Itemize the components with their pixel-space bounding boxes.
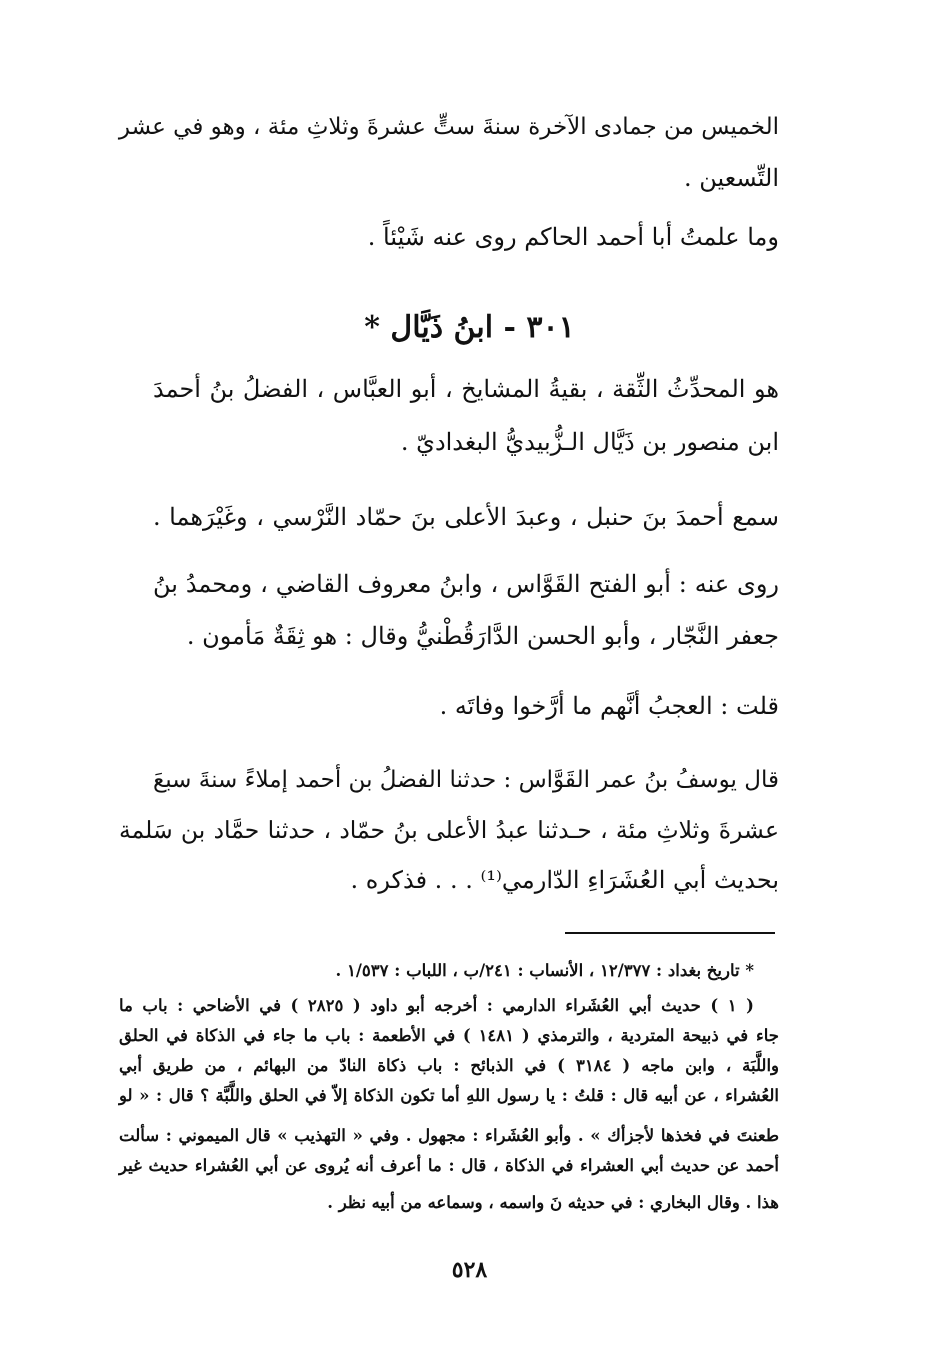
text-line: الخميس من جمادى الآخرة سنةَ ستٍّ عشرةَ وثلاثِ مئة ، وهو في عشر (118, 114, 779, 140)
footnote-line: هذا . وقال البخاري : في حديثه نَ واسمه ، وسماعه من أبيه نظر . (327, 1193, 779, 1212)
footnote-separator (565, 932, 775, 934)
footnote-line: العُشراء ، عن أبيه قال : قلتُ : يا رسول اللهِ أما تكون الذكاة إلاّ في الحلق واللَّبَّة ؟ قال : « لو (119, 1086, 779, 1105)
text-line: سمع أحمدَ بنَ حنبل ، وعبدَ الأعلى بنَ حمّاد النَّرْسي ، وغَيْرَهما . (153, 503, 779, 531)
footnote-line: واللَّبَة ، وابن ماجه ( ٣١٨٤ ) في الذبائح : باب ذكاة النادّ من البهائم ، من طريق أبي (119, 1056, 780, 1075)
footnote-line: جاء في ذبيحة المتردية ، والترمذي ( ١٤٨١ ) في الأطعمة : باب ما جاء في الذكاة في الحلق (119, 1026, 779, 1045)
text-line: هو المحدِّثُ الثِّقة ، بقيةُ المشايخ ، أبو العبَّاس ، الفضلُ بنُ أحمدَ (153, 375, 779, 403)
text-line: روى عنه : أبو الفتح القَوَّاس ، وابنُ معروف القاضي ، ومحمدُ بنُ (153, 570, 779, 598)
entry-title: ٣٠١ - ابنُ ذَيَّال * (364, 310, 575, 345)
footnote-sources: * تاريخ بغداد : ١٢/٣٧٧ ، الأنساب : ٢٤١/ب ، اللباب : ١/٥٣٧ . (335, 961, 754, 980)
footnote-line: أحمد عن حديث أبي العشراء في الذكاة ، قال : ما أعرف أنه يُروى عن أبي العُشراء حديث غير (119, 1156, 779, 1175)
text-line: ابن منصور بن ذَيَّال الـزُّبيديُّ البغداديّ . (400, 428, 779, 456)
footnote-line: ( ١ ) حديث أبي العُشَراء الدارمي : أخرجه أبو داود ( ٢٨٢٥ ) في الأضاحي : باب ما (119, 996, 754, 1015)
text-line: عشرةَ وثلاثِ مئة ، حـدثنا عبدُ الأعلى بنُ حمّاد ، حدثنا حمَّاد بن سَلمة (119, 816, 779, 844)
text-line: التِّسعين . (684, 164, 779, 192)
text-line: بحديث أبي العُشَرَاءِ الدّارمي⁽¹⁾ . . . فذكره . (350, 866, 779, 894)
text-line: جعفر النَّجّار ، وأبو الحسن الدَّارَقُطْنيُّ وقال : هو ثِقَةٌ مَأمون . (186, 622, 779, 650)
page-number: ٥٢٨ (451, 1257, 488, 1283)
text-line: وما علمتُ أبا أحمد الحاكم روى عنه شَيْئاً . (367, 223, 779, 251)
text-line: قال يوسفُ بنُ عمر القَوَّاس : حدثنا الفضلُ بن أحمد إملاءً سنةَ سبعَ (153, 767, 779, 793)
text-line: قلت : العجبُ أنَّهم ما أرَّخوا وفاتَه . (439, 692, 779, 720)
footnote-line: طعنتَ في فخذها لأجزأك » . وأبو العُشَراء : مجهول . وفي « التهذيب » قال الميموني : سألت (119, 1126, 779, 1145)
